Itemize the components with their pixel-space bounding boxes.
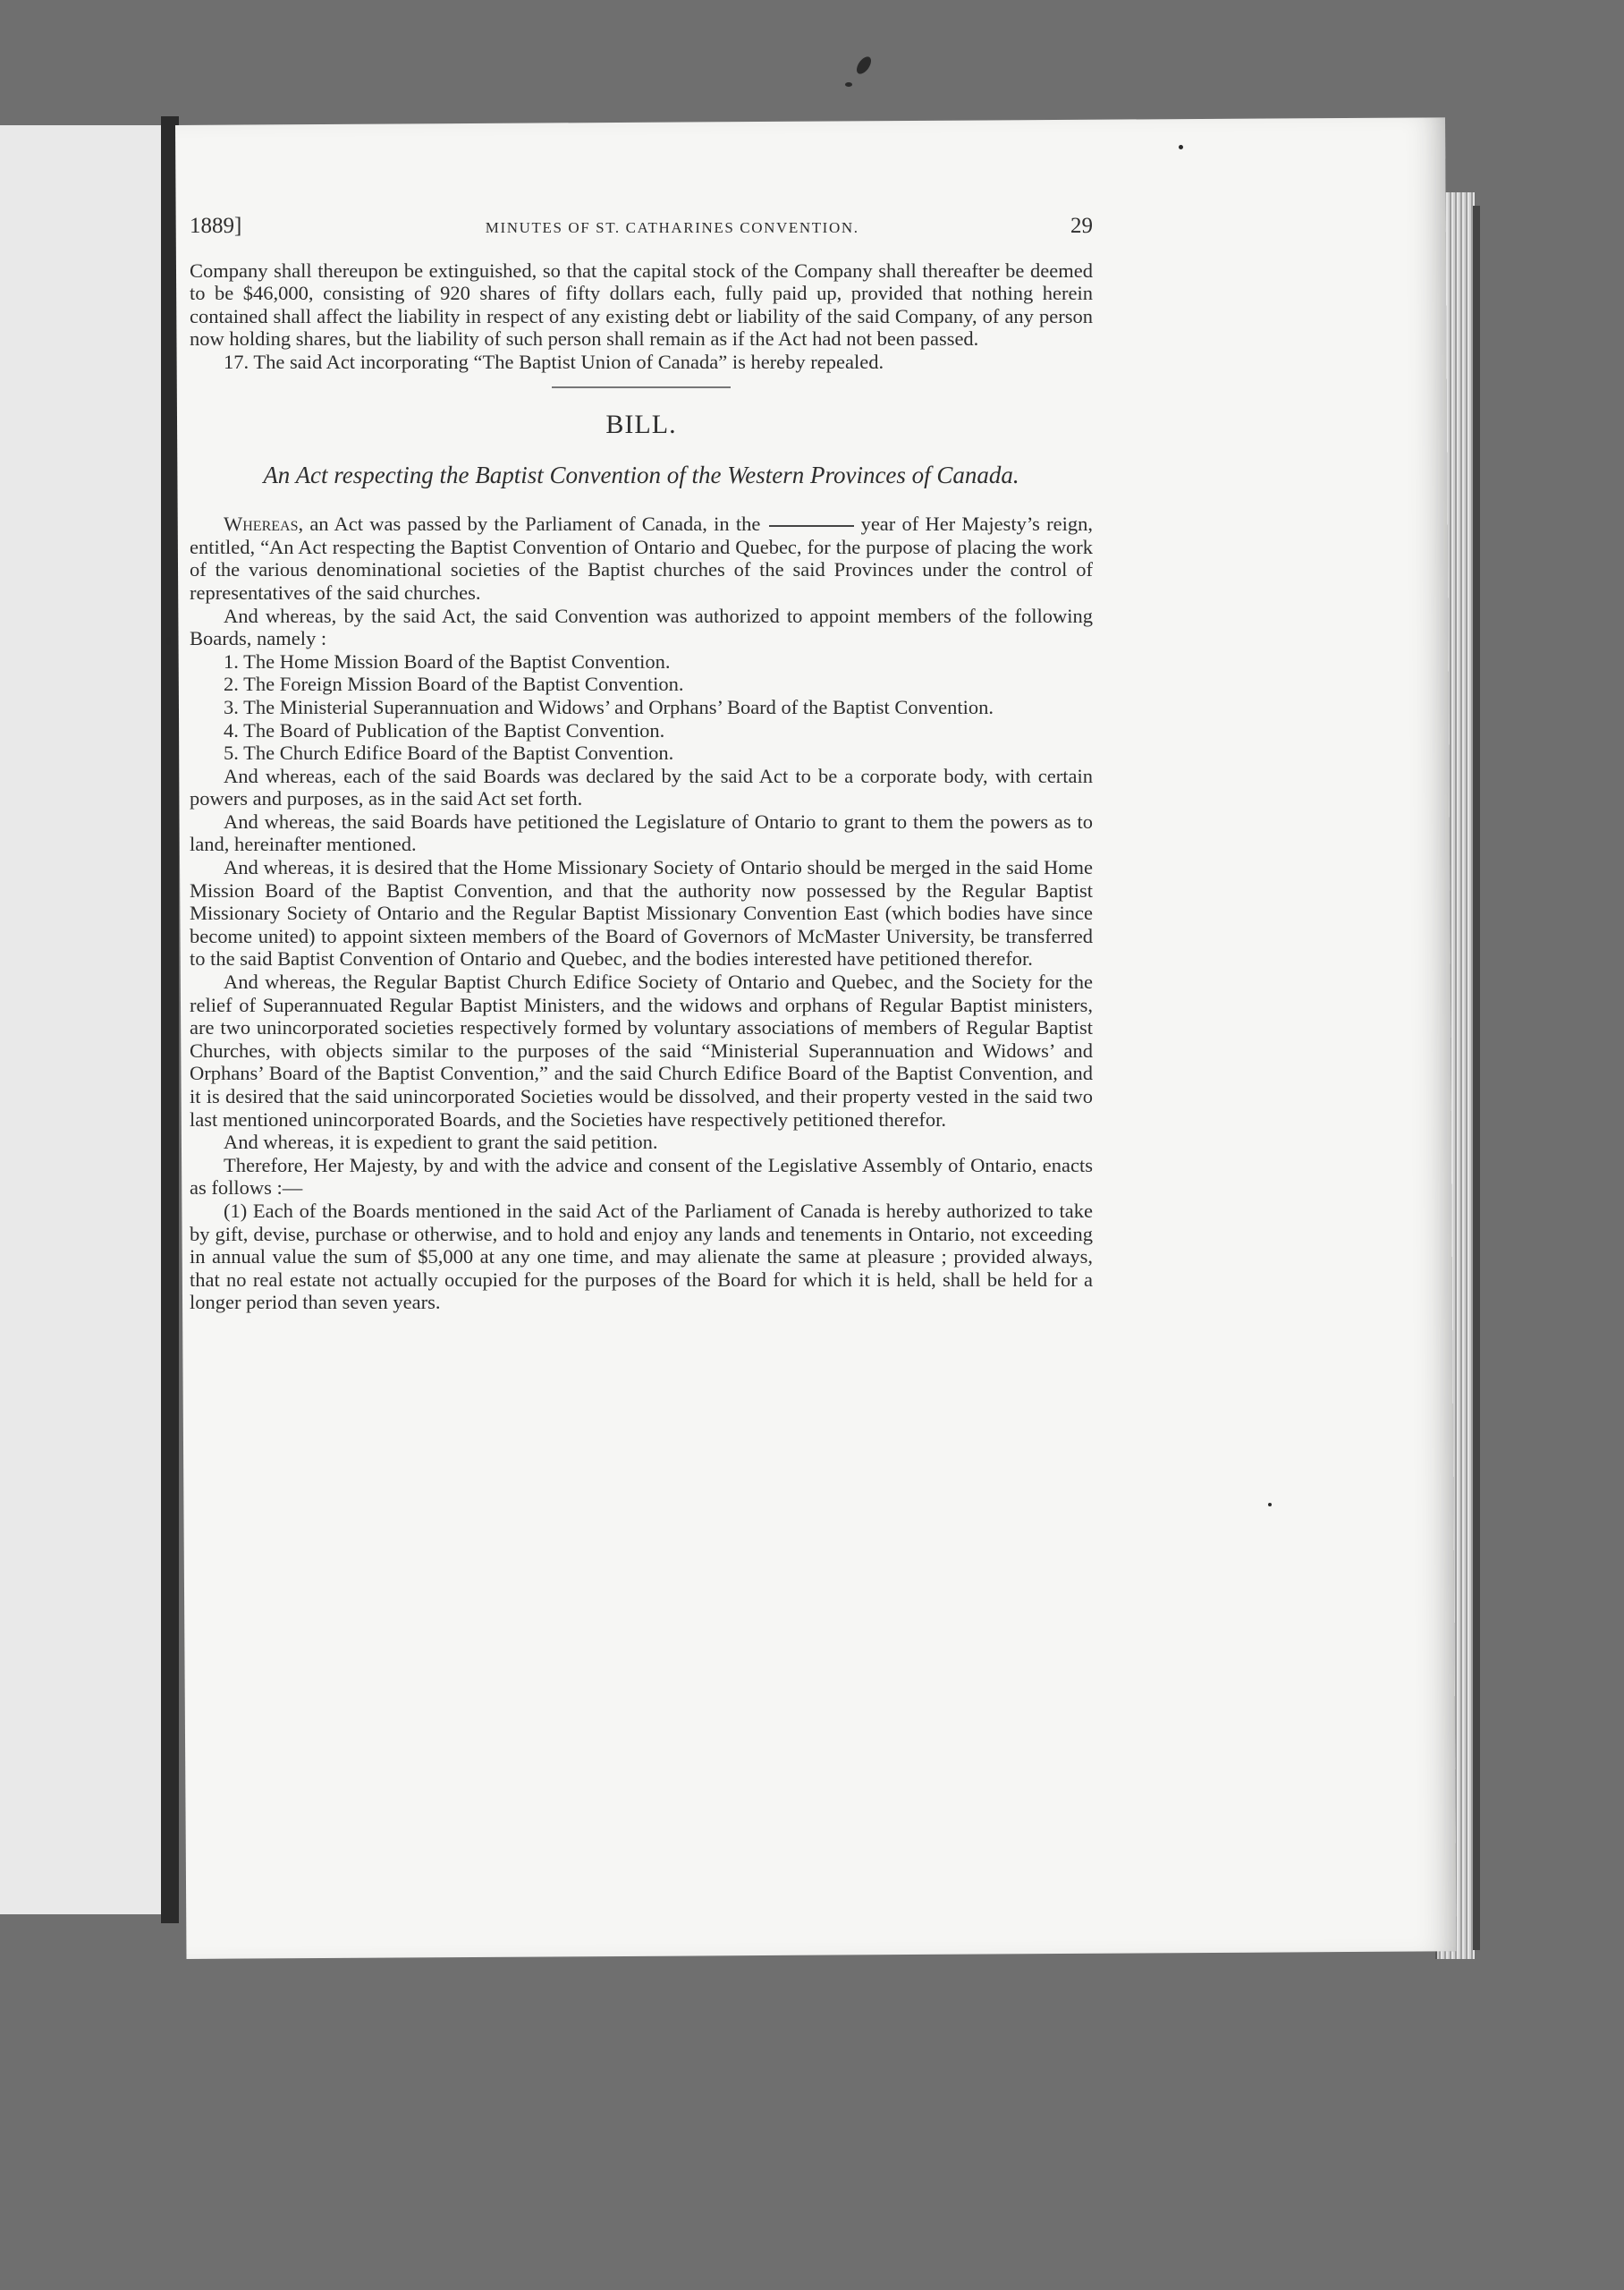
enacting-clause: Therefore, Her Majesty, by and with the advice and consent of the Legislative Assembly of Ontario, enacts as follows :— [190,1153,1093,1200]
whereas-lead: Whereas [224,513,299,536]
act-title: An Act respecting the Baptist Convention of the Western Provinces of Canada. [263,462,1019,489]
book-edge-shadow [1473,206,1480,1950]
board-item: 4. The Board of Publication of the Baptist Convention. [224,718,665,742]
dust-mark [1179,145,1183,149]
whereas-text-b: year of Her Majesty’s reign, entitled, “An Act respecting the Baptist Convention of Ontario and Quebec, for the purpose of placing the work of the various denominational societies of the Baptist churches of the said Provinces under the control of representatives of the said churches. [190,513,1094,604]
boards-intro: And whereas, by the said Act, the said Convention was authorized to appoint members of the following Boards, namely : [190,604,1093,650]
blank-year-line [769,525,854,527]
paragraph-16-continued: Company shall thereupon be extinguished, so that the capital stock of the Company shall thereafter be deemed to be $46,000, consisting of 920 shares of fifty dollars each, fully paid up, provided that nothing herein contained shall affect the liability in respect of any existing debt or liability of the said Company, of any person now holding shares, but the liability of such person shall remain as if the Act had not been passed. [190,259,1093,351]
paragraph-17: 17. The said Act incorporating “The Baptist Union of Canada” is hereby repealed. [224,350,884,373]
whereas-petitioned: And whereas, the said Boards have petitioned the Legislature of Ontario to grant to them the powers as to land, hereinafter mentioned. [190,810,1093,856]
dust-mark [845,82,852,87]
bill-heading: BILL. [605,409,677,439]
header-year: 1889] [190,214,242,238]
board-item: 1. The Home Mission Board of the Baptist Convention. [224,649,671,673]
dust-mark [854,55,874,77]
whereas-text-a: , an Act was passed by the Parliament of Canada, in the [298,513,761,536]
section-divider [552,386,731,388]
whereas-merged: And whereas, it is desired that the Home Missionary Society of Ontario should be merged in the said Home Mission Board of the Baptist Convention, and that the authority now possessed by the Regular Baptist Missionary Society of Ontario and the Regular Baptist Missionary Convention East (which bodies have since become united) to appoint sixteen members of the Board of Governors of McMaster University, be transferred to the said Baptist Convention of Ontario and Quebec, and the bodies interested have petitioned therefor. [190,856,1093,971]
dust-mark [166,637,171,645]
board-item: 5. The Church Edifice Board of the Baptist Convention. [224,742,674,765]
preamble-whereas [190,513,1093,604]
left-page-edge [0,125,168,1914]
dust-mark [1268,1503,1272,1506]
board-item: 3. The Ministerial Superannuation and Widows’ and Orphans’ Board of the Baptist Convention. [224,695,994,718]
whereas-expedient: And whereas, it is expedient to grant the said petition. [224,1131,658,1154]
whereas-corporate: And whereas, each of the said Boards was declared by the said Act to be a corporate body, with certain powers and purposes, as in the said Act set forth. [190,764,1093,810]
header-title: MINUTES OF ST. CATHARINES CONVENTION. [485,219,859,236]
page-text [190,215,1093,1314]
running-head [190,215,1093,240]
page-number: 29 [1070,214,1093,238]
board-item: 2. The Foreign Mission Board of the Baptist Convention. [224,673,684,696]
section-1: (1) Each of the Boards mentioned in the said Act of the Parliament of Canada is hereby authorized to take by gift, devise, purchase or otherwise, and to hold and enjoy any lands and tenements in Ontario, not exceeding in annual value the sum of $5,000 at any one time, and may alienate the same at pleasure ; provided always, that no real estate not actually occupied for the purposes of the Board for which it is held, shall be held for a longer period than seven years. [190,1199,1093,1314]
whereas-edifice: And whereas, the Regular Baptist Church Edifice Society of Ontario and Quebec, and the Society for the relief of Superannuated Regular Baptist Ministers, and the widows and orphans of Regular Baptist ministers, are two unincorporated societies respectively formed by voluntary associations of members of Regular Baptist Churches, with objects similar to the purposes of the said “Ministerial Superannuation and Widows’ and Orphans’ Board of the Baptist Convention,” and the said Church Edifice Board of the Baptist Convention, and it is desired that the said unincorporated Societies would be dissolved, and their property vested in the said two last mentioned unincorporated Boards, and the Societies have respectively petitioned therefor. [190,971,1093,1131]
